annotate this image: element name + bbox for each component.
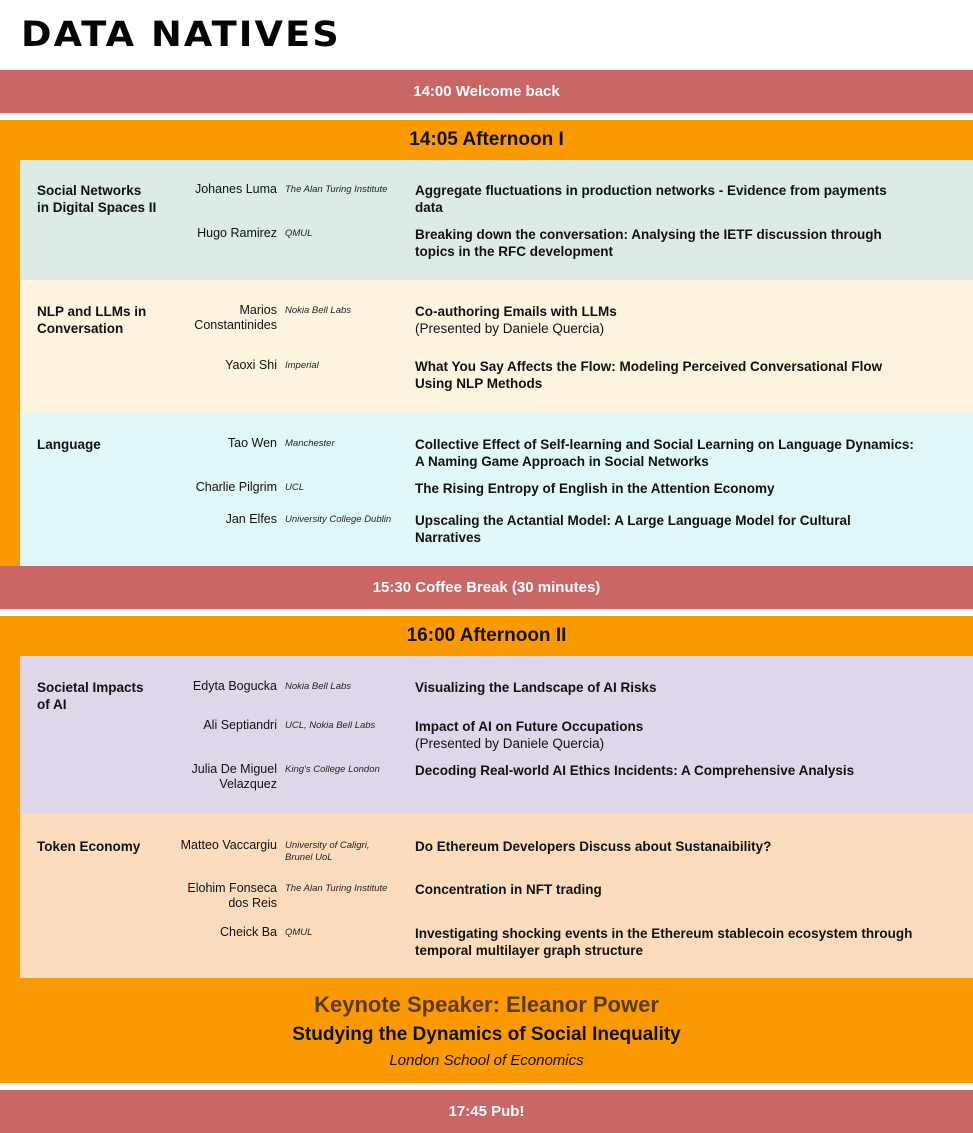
afternoon-2-title: 16:00 Afternoon II bbox=[406, 625, 567, 646]
keynote-heading: Keynote Speaker: Eleanor Power bbox=[314, 992, 659, 1017]
speaker-name: Cheick Ba bbox=[220, 925, 277, 939]
coffee-break-label: 15:30 Coffee Break (30 minutes) bbox=[372, 579, 601, 596]
keynote-affiliation: London School of Economics bbox=[389, 1052, 584, 1069]
speaker-name: Elohim Fonseca dos Reis bbox=[187, 881, 277, 910]
talk-title bbox=[415, 303, 915, 337]
session-title: Token Economy bbox=[37, 839, 141, 854]
speaker-affiliation: The Alan Turing Institute bbox=[285, 883, 388, 894]
talk-presenter-note: (Presented by Daniele Quercia) bbox=[415, 736, 605, 751]
event-logo: DATA NATIVES bbox=[21, 15, 341, 55]
speaker-name: Julia De Miguel Velazquez bbox=[191, 762, 277, 791]
pub-label: 17:45 Pub! bbox=[448, 1103, 525, 1120]
keynote-talk-title: Studying the Dynamics of Social Inequality bbox=[292, 1024, 681, 1045]
speaker-name: Marios Constantinides bbox=[194, 303, 277, 332]
talk-title: Aggregate fluctuations in production networks - Evidence from payments data bbox=[415, 183, 887, 215]
speaker-affiliation: UCL bbox=[285, 482, 305, 493]
speaker-affiliation: Imperial bbox=[285, 360, 319, 371]
speaker-affiliation: Nokia Bell Labs bbox=[285, 681, 352, 692]
speaker-name: Edyta Bogucka bbox=[192, 679, 277, 693]
talk-title: Upscaling the Actantial Model: A Large Language Model for Cultural Narratives bbox=[415, 513, 851, 545]
talk-title: Do Ethereum Developers Discuss about Sustanaibility? bbox=[415, 839, 772, 854]
talk-title: The Rising Entropy of English in the Attention Economy bbox=[415, 481, 775, 496]
speaker-name: Ali Septiandri bbox=[203, 718, 277, 732]
speaker-affiliation: UCL, Nokia Bell Labs bbox=[285, 720, 376, 731]
session-social-networks bbox=[20, 160, 973, 280]
session-societal-impacts bbox=[20, 656, 973, 814]
afternoon-2-block bbox=[0, 616, 973, 980]
speaker-name: Johanes Luma bbox=[194, 182, 277, 196]
speaker-affiliation: QMUL bbox=[285, 927, 313, 938]
talk-title: Visualizing the Landscape of AI Risks bbox=[415, 680, 657, 695]
speaker-name: Jan Elfes bbox=[225, 512, 277, 526]
speaker-affiliation: QMUL bbox=[285, 228, 313, 239]
speaker-name: Charlie Pilgrim bbox=[195, 480, 277, 494]
welcome-break-label: 14:00 Welcome back bbox=[413, 83, 560, 100]
talk-title: Collective Effect of Self-learning and Social Learning on Language Dynamics: A Naming Game Approach in Social Networks bbox=[415, 437, 914, 469]
afternoon-1-block bbox=[0, 120, 973, 566]
pub-bar bbox=[0, 1090, 973, 1133]
talk-title-text: Co-authoring Emails with LLMs bbox=[415, 304, 617, 319]
welcome-break-bar bbox=[0, 70, 973, 113]
talk-title: Concentration in NFT trading bbox=[415, 882, 602, 897]
session-title: Language bbox=[37, 437, 101, 452]
speaker-affiliation: Nokia Bell Labs bbox=[285, 305, 352, 316]
session-title: Social Networks in Digital Spaces II bbox=[37, 183, 157, 215]
session-language bbox=[20, 413, 973, 566]
session-title: NLP and LLMs in Conversation bbox=[37, 304, 147, 336]
speaker-name: Hugo Ramirez bbox=[197, 226, 277, 240]
session-token-economy bbox=[20, 814, 973, 978]
afternoon-1-title: 14:05 Afternoon I bbox=[409, 129, 564, 150]
session-nlp-llms bbox=[20, 280, 973, 413]
talk-title: Breaking down the conversation: Analysing the IETF discussion through topics in the RFC development bbox=[415, 227, 882, 259]
talk-title: What You Say Affects the Flow: Modeling Perceived Conversational Flow Using NLP Methods bbox=[415, 359, 883, 391]
talk-title-text: Impact of AI on Future Occupations bbox=[415, 719, 644, 734]
coffee-break-bar bbox=[0, 566, 973, 609]
speaker-affiliation: University of Caligri, Brunel UoL bbox=[285, 840, 370, 863]
session-title: Societal Impacts of AI bbox=[37, 680, 144, 712]
speaker-affiliation: Manchester bbox=[285, 438, 335, 449]
talk-title bbox=[415, 718, 915, 752]
talk-presenter-note: (Presented by Daniele Quercia) bbox=[415, 321, 605, 336]
speaker-affiliation: University College Dublin bbox=[285, 514, 392, 525]
speaker-name: Matteo Vaccargiu bbox=[180, 838, 277, 852]
speaker-affiliation: King's College London bbox=[285, 764, 380, 775]
speaker-name: Tao Wen bbox=[227, 436, 277, 450]
keynote-panel bbox=[0, 980, 973, 1083]
talk-title: Decoding Real-world AI Ethics Incidents: A Comprehensive Analysis bbox=[415, 763, 855, 778]
speaker-name: Yaoxi Shi bbox=[225, 358, 277, 372]
speaker-affiliation: The Alan Turing Institute bbox=[285, 184, 388, 195]
talk-title: Investigating shocking events in the Ethereum stablecoin ecosystem through temporal multilayer graph structure bbox=[415, 926, 913, 958]
